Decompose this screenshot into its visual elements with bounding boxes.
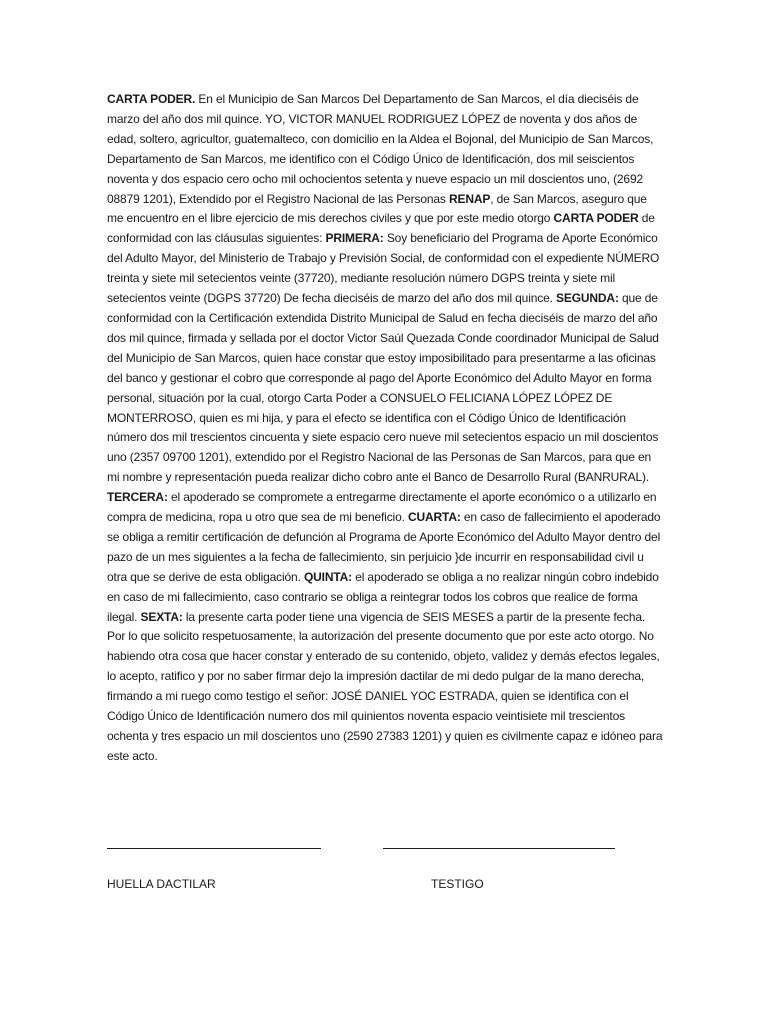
text-run: en caso de fallecimiento el apoderado se obliga a remitir certificación de defunción al Programa de Aporte Económico del Adulto Mayor dentro del pazo de un mes siguientes a la fecha de fallecimiento, sin perjuicio }de incurrir en responsabilidad civil u otra que se derive de esta obligación. — [107, 510, 661, 584]
bold-text-run: RENAP — [448, 191, 491, 206]
text-run: que de conformidad con la Certificación extendida Distrito Municipal de Salud en fecha dieciséis de marzo del año dos mil quince, firmada y sellada por el doctor Victor Saúl Quezada Conde coordinador Municipal de Salud del Municipio de San Marcos, quien hace constar que estoy imposibilitado para presentarme a las oficinas del banco y gestionar el cobro que corresponde al pago del Aporte Económico del Adulto Mayor en forma personal, situación por la cual, otorgo Carta Poder a CONSUELO FELICIANA LÓPEZ LÓPEZ DE MONTERROSO, quien es mi hija, y para el efecto se identifica con el Código Único de Identificación número dos mil trescientos cincuenta y siete espacio cero nueve mil setecientos espacio un mil doscientos uno (2357 09700 1201), extendido por el Registro Nacional de las Personas de San Marcos, para que en mi nombre y representación pueda realizar dicho cobro ante el Banco de Desarrollo Rural (BANRURAL). — [107, 291, 659, 485]
text-run: el apoderado se compromete a entregarme directamente el aporte económico o a utilizarlo en compra de medicina, ropa u otro que sea de mi beneficio. — [107, 490, 657, 525]
text-run: de conformidad con las cláusulas siguientes: — [107, 211, 655, 246]
bold-text-run: CARTA PODER. — [107, 92, 196, 106]
bold-text-run: PRIMERA: — [325, 231, 384, 246]
bold-text-run: TERCERA: — [107, 490, 168, 505]
bold-text-run: QUINTA: — [303, 569, 353, 584]
bold-text-run: SEGUNDA: — [555, 291, 619, 306]
witness-signature-line — [383, 848, 615, 849]
bold-text-run: SEXTA: — [140, 609, 183, 624]
bold-text-run: CARTA PODER — [553, 211, 639, 226]
text-run: , de San Marcos, aseguro que me encuentro en el libre ejercicio de mis derechos civiles y que por este medio otorgo — [107, 191, 647, 226]
text-run: Soy beneficiario del Programa de Aporte Económico del Adulto Mayor, del Ministerio de Trabajo y Previsión Social, de conformidad con el expediente NÚMERO treinta y siete mil setecientos veinte (37720), mediante resolución número DGPS treinta y siete mil setecientos veinte (DGPS 37720) De fecha dieciséis de marzo del año dos mil quince. — [107, 231, 660, 306]
text-run: En el Municipio de San Marcos Del Departamento de San Marcos, el día dieciséis de marzo del año dos mil quince. YO, VICTOR MANUEL RODRIGUEZ LÓPEZ de noventa y dos años de edad, soltero, agricultor, guatemalteco, con domicilio en la Aldea el Bojonal, del Municipio de San Marcos, Departamento de San Marcos, me identifico con el Código Único de Identificación, dos mil seiscientos noventa y dos espacio cero ocho mil ochocientos setenta y nueve espacio un mil doscientos uno, (2692 08879 1201), Extendido por el Registro Nacional de las Personas — [107, 92, 654, 206]
bold-text-run: CUARTA: — [407, 510, 461, 525]
document-body — [107, 90, 663, 767]
witness-label: TESTIGO — [431, 877, 484, 891]
fingerprint-label: HUELLA DACTILAR — [107, 877, 216, 891]
text-run: la presente carta poder tiene una vigencia de SEIS MESES a partir de la presente fecha. Por lo que solicito respetuosamente, la autorización del presente documento que por este acto otorgo. No habiendo otra cosa que hacer constar y enterado de su contenido, objeto, validez y demás efectos legales, lo acepto, ratifico y por no saber firmar dejo la impresión dactilar de mi dedo pulgar de la mano derecha, firmando a mi ruego como testigo el señor: JOSÉ DANIEL YOC ESTRADA, quien se identifica con el Código Único de Identificación numero dos mil quinientos noventa espacio veintisiete mil trescientos ochenta y tres espacio un mil doscientos uno (2590 27383 1201) y quien es civilmente capaz e idóneo para este acto. — [107, 609, 663, 763]
fingerprint-signature-line — [107, 848, 321, 849]
text-run: el apoderado se obliga a no realizar ningún cobro indebido en caso de mi fallecimiento, caso contrario se obliga a reintegrar todos los cobros que realice de forma ilegal. — [107, 569, 659, 624]
